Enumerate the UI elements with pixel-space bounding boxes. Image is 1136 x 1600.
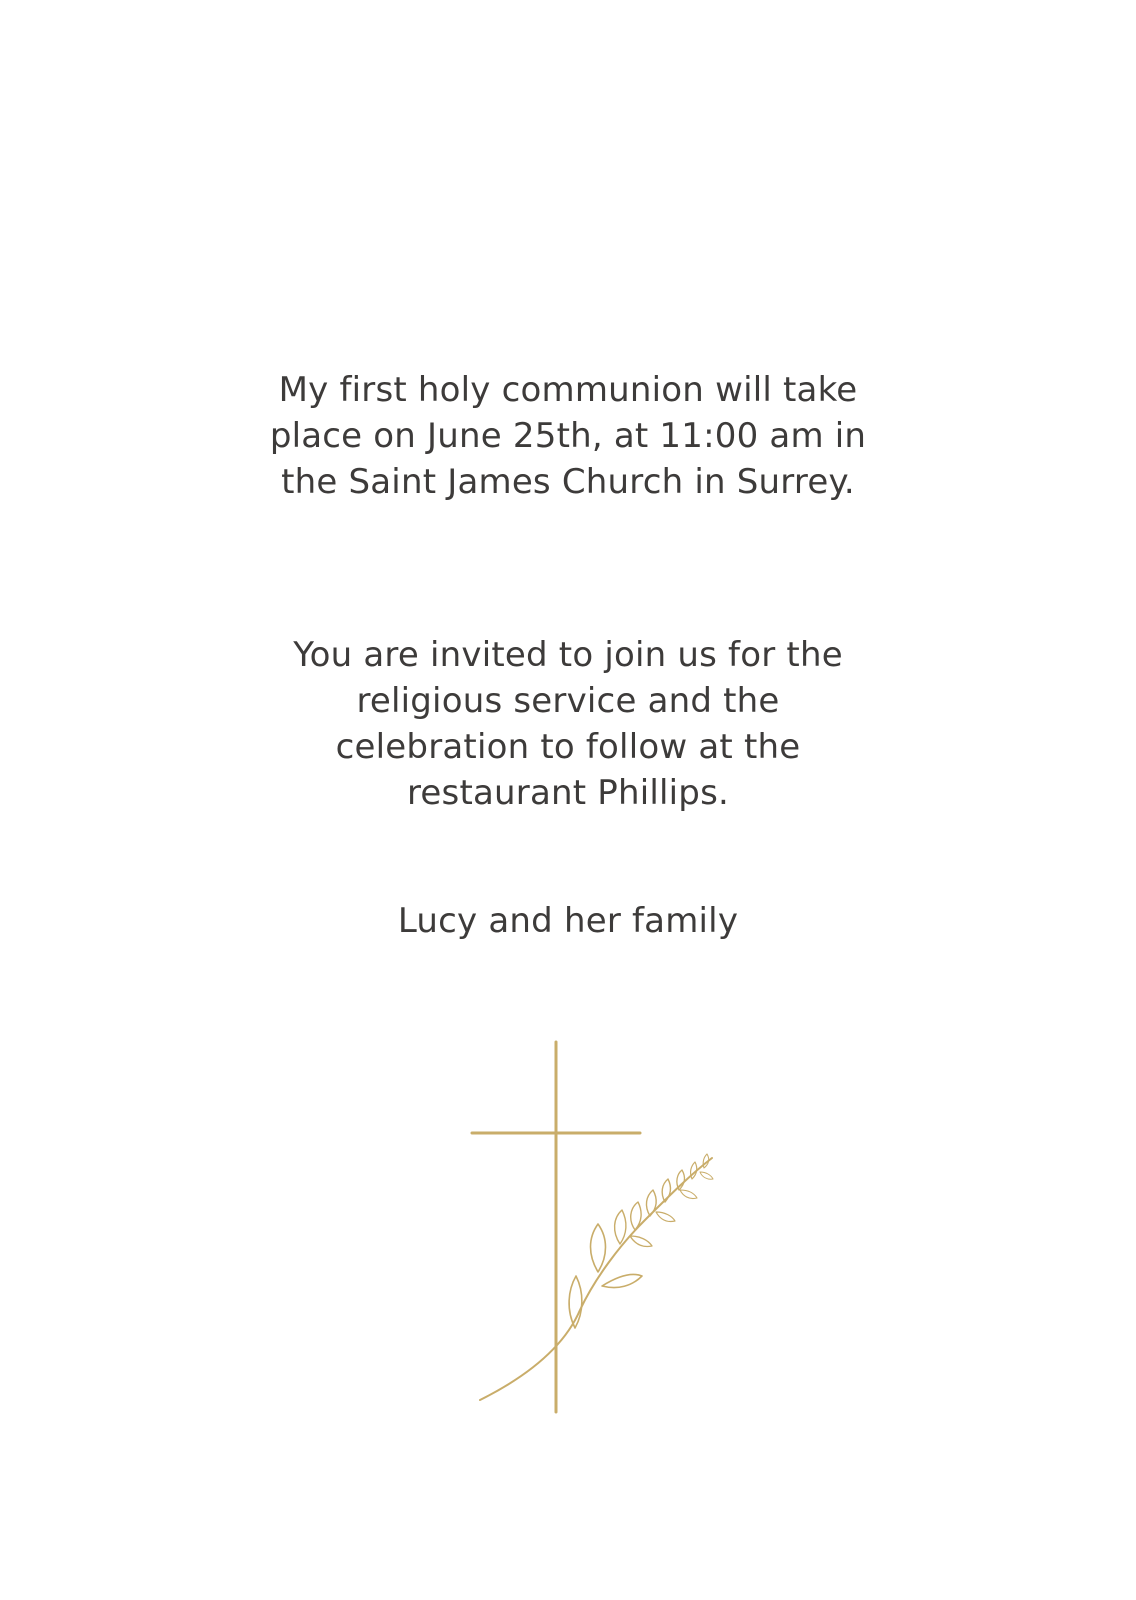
leaf xyxy=(680,1190,697,1199)
leaf xyxy=(700,1172,713,1179)
leaf xyxy=(591,1224,606,1272)
leaf xyxy=(602,1274,642,1287)
invitation-message-line: You are invited to join us for the xyxy=(293,635,843,675)
invitation-message-line: restaurant Phillips. xyxy=(406,773,730,813)
ceremony-details xyxy=(0,367,1136,505)
invitation-message-line: religious service and the xyxy=(356,681,780,721)
ceremony-details-line: place on June 25th, at 11:00 am in xyxy=(269,416,867,456)
leaf xyxy=(677,1170,685,1190)
ceremony-details-line: the Saint James Church in Surrey. xyxy=(281,462,855,502)
leaf xyxy=(646,1190,656,1216)
signature-text: Lucy and her family xyxy=(397,901,739,941)
cross-with-olive-branch-icon xyxy=(470,1040,730,1430)
signature xyxy=(0,898,1136,944)
ceremony-details-line: My first holy communion will take xyxy=(278,370,858,410)
leaf xyxy=(630,1236,652,1247)
leaf xyxy=(615,1210,626,1244)
leaf xyxy=(656,1212,675,1222)
invitation-message xyxy=(0,632,1136,816)
branch-stem xyxy=(480,1158,712,1400)
invitation-message-line: celebration to follow at the xyxy=(335,727,801,767)
